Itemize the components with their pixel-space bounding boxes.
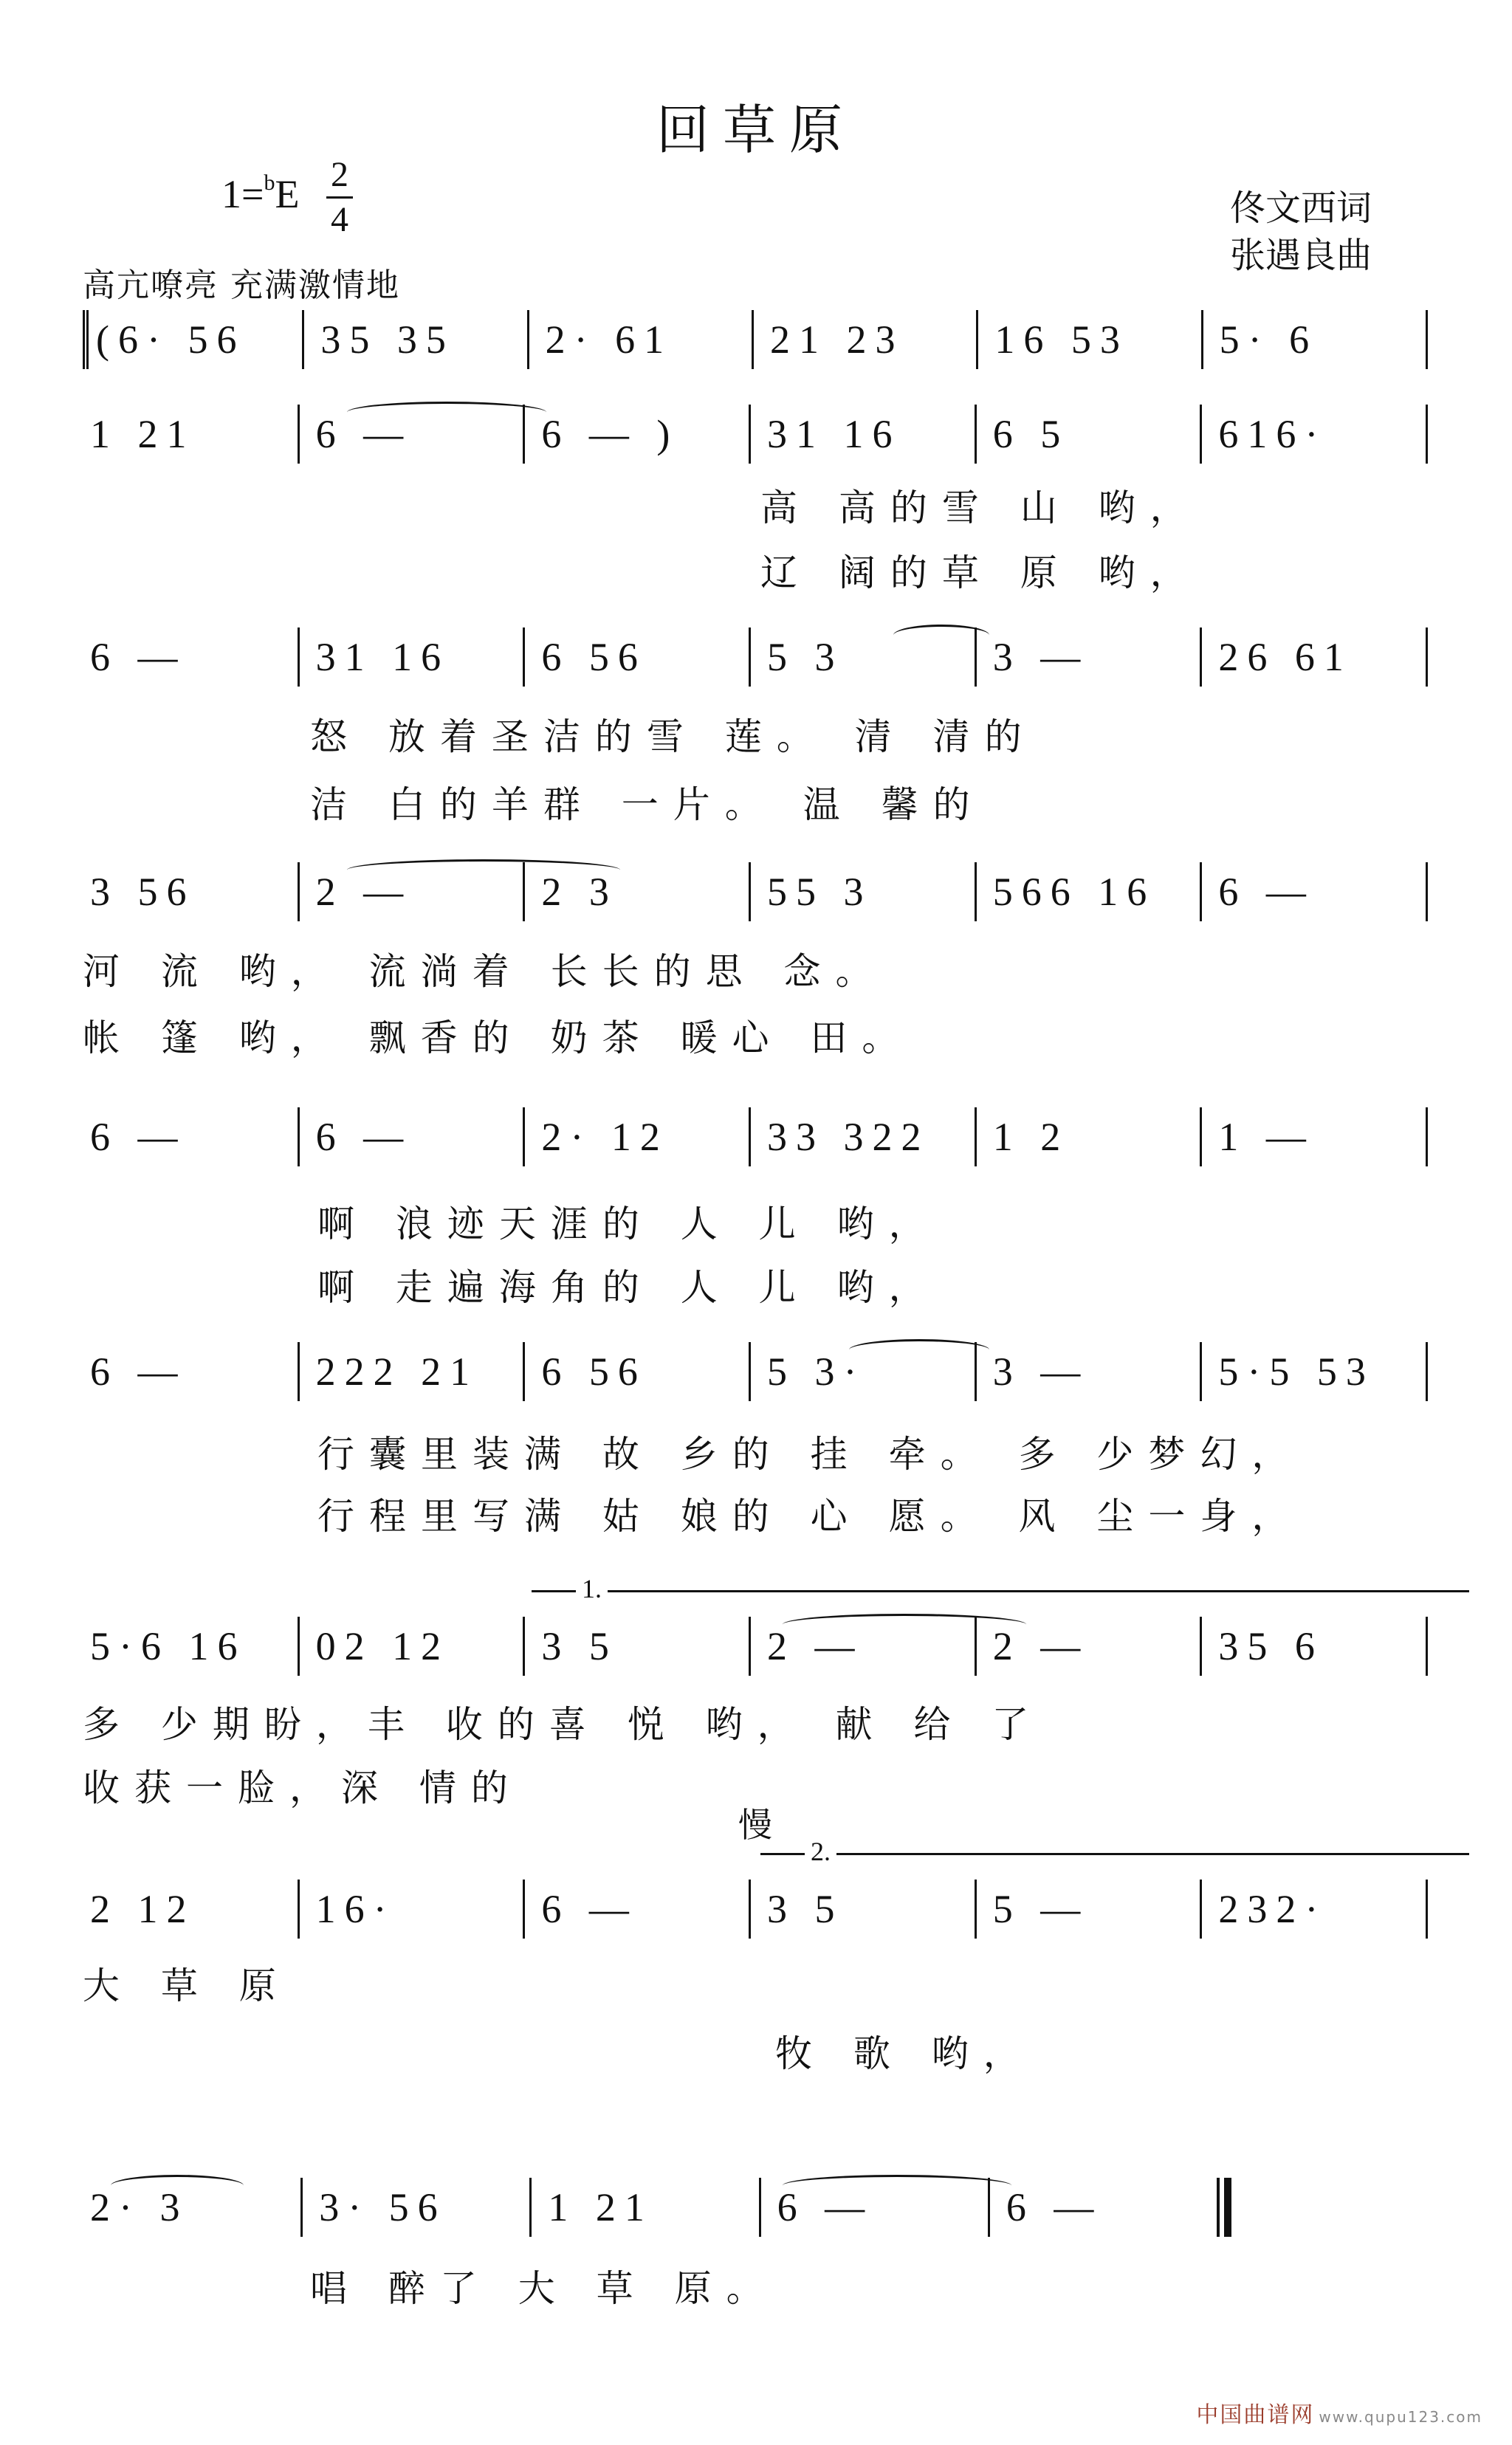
barline xyxy=(1426,862,1438,921)
measure: 6 56 xyxy=(523,627,749,687)
measure: 6 — ) xyxy=(523,405,749,464)
key-signature xyxy=(221,171,299,217)
measure: 1 21 xyxy=(90,412,196,456)
measure: 222 21 xyxy=(298,1342,523,1401)
notes-line xyxy=(83,310,1438,369)
measure: 02 12 xyxy=(298,1617,523,1676)
lyric-verse-1: 怒 放着圣洁的雪 莲。 清 清的 xyxy=(310,715,1037,758)
measure: 16 53 xyxy=(976,310,1200,369)
measure: 2· 12 xyxy=(523,1107,749,1166)
notes-line xyxy=(83,1107,1438,1166)
notes-line xyxy=(83,1342,1438,1401)
measure: 3 — xyxy=(975,627,1200,687)
notes-line xyxy=(83,862,1438,921)
notes-line xyxy=(83,405,1438,464)
barline xyxy=(1426,1617,1438,1676)
final-barline xyxy=(1217,2178,1231,2237)
measure: 16· xyxy=(298,1880,523,1939)
measure: 6 — xyxy=(759,2178,988,2237)
measure: 31 16 xyxy=(298,627,523,687)
lyric-verse-1: 行囊里装满 故 乡的 挂 牵。 多 少梦幻， xyxy=(317,1433,1304,1476)
measure: 2· 61 xyxy=(527,310,752,369)
watermark xyxy=(1196,2396,1482,2429)
measure: 6 — xyxy=(298,1107,523,1166)
measure: 35 35 xyxy=(302,310,526,369)
measure: 55 3 xyxy=(749,862,975,921)
measure: 33 322 xyxy=(749,1107,975,1166)
measure: 21 23 xyxy=(752,310,976,369)
measure: 6 — xyxy=(1200,862,1426,921)
measure: 5·6 16 xyxy=(90,1624,247,1668)
lyric-verse-1: 高 高的雪 山 哟， xyxy=(760,486,1202,529)
measure: 5·5 53 xyxy=(1200,1342,1426,1401)
key-prefix: 1= xyxy=(221,172,264,216)
first-ending-label: 1. xyxy=(576,1574,608,1603)
measure: 2 — xyxy=(298,862,523,921)
measure: 1 — xyxy=(1200,1107,1426,1166)
lyric-verse-2: 啊 走遍海角的 人 儿 哟， xyxy=(317,1266,941,1309)
measure: 6 — xyxy=(988,2178,1217,2237)
barline xyxy=(1426,1107,1438,1166)
measure: 5 3 xyxy=(749,627,975,687)
lyric-verse-2: 洁 白的羊群 一片。 温 馨的 xyxy=(310,783,985,826)
flat-sign: b xyxy=(264,171,275,195)
measure: 6 — xyxy=(90,1349,187,1394)
measure: 6 — xyxy=(523,1880,749,1939)
lyric-verse-2: 帐 篷 哟， 飘香的 奶茶 暖心 田。 xyxy=(83,1017,914,1059)
lyric-verse-1: 河 流 哟， 流淌着 长长的思 念。 xyxy=(83,950,887,993)
credits xyxy=(1230,185,1372,279)
tempo-marking: 高亢嘹亮 充满激情地 xyxy=(83,266,400,304)
measure: 3· 56 xyxy=(300,2178,529,2237)
measure: 6 — xyxy=(90,635,187,679)
song-title: 回草原 xyxy=(656,99,856,161)
lyric-verse-1: 唱 醉了 大 草 原。 xyxy=(310,2267,778,2310)
notes-line xyxy=(83,627,1438,687)
barline xyxy=(1426,1880,1438,1939)
barline xyxy=(1426,310,1438,369)
measure: 2 12 xyxy=(90,1887,196,1931)
barline xyxy=(1426,627,1438,687)
lyric-verse-1: 大 草 原 xyxy=(83,1964,291,2007)
measure: 2 — xyxy=(749,1617,975,1676)
watermark-site: 中国曲谱网 xyxy=(1196,2402,1315,2428)
measure: 3 56 xyxy=(90,870,196,914)
measure: 1 21 xyxy=(529,2178,758,2237)
time-signature-top: 2 xyxy=(331,155,348,194)
measure: 5 — xyxy=(975,1880,1200,1939)
measure: 6 — xyxy=(90,1115,187,1159)
measure: 6 56 xyxy=(523,1342,749,1401)
barline xyxy=(1426,405,1438,464)
measure: 2 3 xyxy=(523,862,749,921)
measure: 2· 3 xyxy=(90,2185,189,2229)
barline xyxy=(1426,1342,1438,1401)
lyric-verse-2: 辽 阔的草 原 哟， xyxy=(760,551,1202,594)
notes-line xyxy=(83,2178,1231,2237)
lyricist-credit: 佟文西词 xyxy=(1229,188,1372,229)
composer-credit: 张遇良曲 xyxy=(1229,235,1372,276)
measure: 566 16 xyxy=(975,862,1200,921)
time-signature-bottom: 4 xyxy=(331,200,348,239)
notes-line xyxy=(83,1617,1438,1676)
measure: 5 3· xyxy=(749,1342,975,1401)
measure: 6 5 xyxy=(975,405,1200,464)
measure: 616· xyxy=(1200,405,1426,464)
lyric-verse-2: 收获一脸，深 情的 xyxy=(83,1767,523,1809)
measure: 3 — xyxy=(975,1342,1200,1401)
rit-mark: 慢 xyxy=(738,1805,772,1845)
second-ending-label: 2. xyxy=(805,1837,836,1866)
measure: 232· xyxy=(1200,1880,1426,1939)
lyric-verse-1: 多 少期盼，丰 收的喜 悦 哟， 献 给 了 xyxy=(83,1703,1044,1746)
lyric-verse-1: 啊 浪迹天涯的 人 儿 哟， xyxy=(317,1203,941,1245)
lyric-verse-2: 行程里写满 姑 娘的 心 愿。 风 尘一身， xyxy=(317,1495,1304,1538)
measure: 1 2 xyxy=(975,1107,1200,1166)
watermark-url: www.qupu123.com xyxy=(1319,2408,1482,2426)
key-note: E xyxy=(275,172,300,216)
measure: 35 6 xyxy=(1200,1617,1426,1676)
notes-line xyxy=(83,1880,1438,1939)
measure: (6· 56 xyxy=(83,310,302,369)
lyric-verse-2: 牧 歌 哟， xyxy=(775,2032,1035,2075)
measure: 31 16 xyxy=(749,405,975,464)
measure: 26 61 xyxy=(1200,627,1426,687)
measure: 3 5 xyxy=(523,1617,749,1676)
measure: 5· 6 xyxy=(1201,310,1426,369)
measure: 3 5 xyxy=(749,1880,975,1939)
measure: 2 — xyxy=(975,1617,1200,1676)
time-signature xyxy=(323,154,356,241)
measure: 6 — xyxy=(298,405,523,464)
